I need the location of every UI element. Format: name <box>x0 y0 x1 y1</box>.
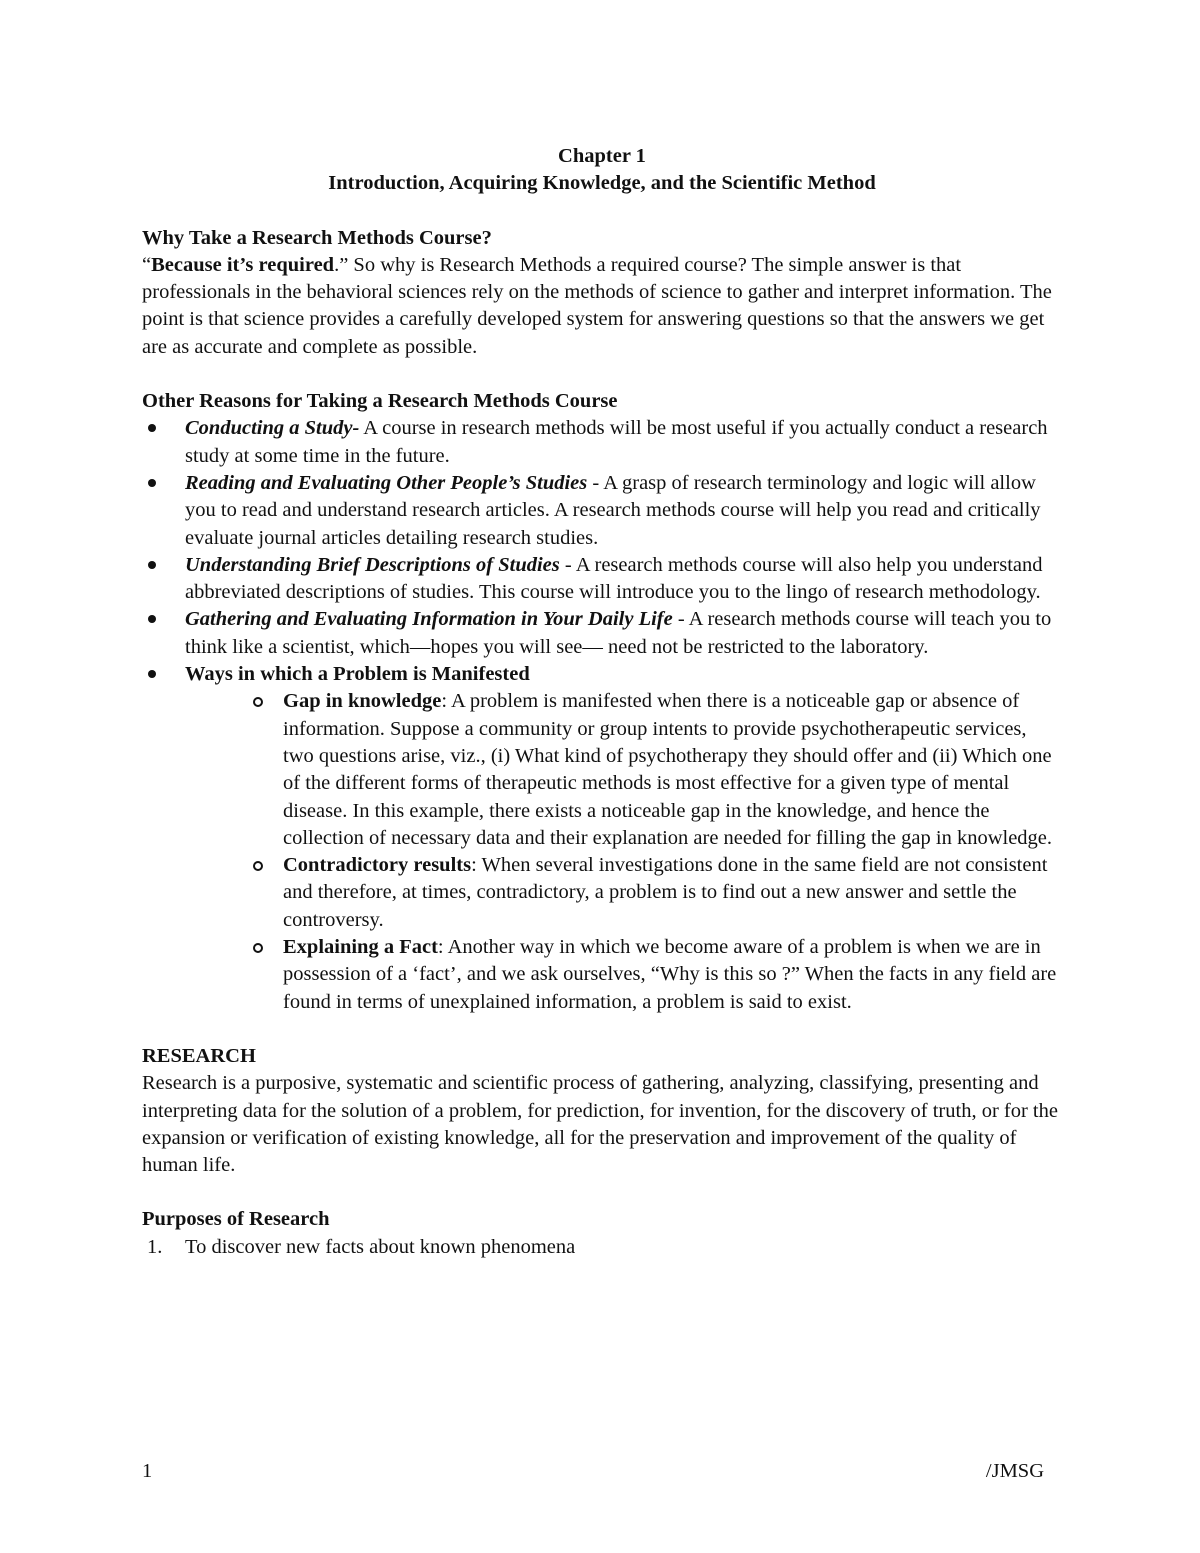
document-content <box>142 143 1062 1261</box>
reason-text: - A research methods course will teach you to think like a scientist, which—hopes you will see— need not be restricted to the laboratory. <box>185 608 1052 658</box>
manifest-term: Contradictory results <box>283 854 472 877</box>
reason-text: - A grasp of research terminology and logic will allow you to read and understand research articles. A research methods course will help you read and critically evaluate journal articles detailing research studies. <box>185 471 1041 549</box>
reason-term: Gathering and Evaluating Information in Your Daily Life <box>185 608 673 631</box>
purpose-item <box>142 1234 1062 1261</box>
manifest-list <box>185 688 1062 1016</box>
bullet-icon <box>148 670 156 678</box>
manifest-term: Explaining a Fact <box>283 936 438 959</box>
manifest-heading: Ways in which a Problem is Manifested <box>185 663 530 686</box>
bullet-icon <box>148 479 156 487</box>
chapter-number: Chapter 1 <box>558 145 646 167</box>
reason-item <box>142 606 1062 661</box>
bullet-icon <box>148 561 156 569</box>
manifest-text: : When several investigations done in the same field are not consistent and therefore, at times, contradictory, a problem is to find out a new answer and settle the controversy. <box>283 854 1048 931</box>
why-text: .” So why is Research Methods a required course? The simple answer is that professionals in the behavioral sciences rely on the methods of science to gather and interpret information. The point is that science provides a carefully developed system for answering questions so that the answers we get are as accurate and complete as possible. <box>142 253 1052 358</box>
manifest-subitem <box>142 934 1062 1016</box>
chapter-title: Introduction, Acquiring Knowledge, and the Scientific Method <box>328 172 876 195</box>
reason-term: Conducting a Study- <box>185 417 360 440</box>
page-footer <box>142 1458 1044 1485</box>
manifest-text: : A problem is manifested when there is a noticeable gap or absence of information. Suppose a community or group intents to provide psychotherapeutic services, two questions arise, viz., (i) What kind of psychotherapy they should offer and (ii) Which one of the different forms of therapeutic methods is most effective for a given type of mental disease. In this example, there exists a noticeable gap in the knowledge, and hence the collection of necessary data and their explanation are needed for filling the gap in knowledge. <box>283 690 1053 849</box>
page-number: 1 <box>142 1460 153 1482</box>
research-paragraph: Research is a purposive, systematic and scientific process of gathering, analyzing, classifying, presenting and interpreting data for the solution of a problem, for prediction, for invention, for the discovery of truth, or for the expansion or verification of existing knowledge, all for the preservation and improvement of the quality of human life. <box>142 1072 1058 1177</box>
circle-bullet-icon <box>253 697 263 707</box>
circle-bullet-icon <box>253 943 263 953</box>
manifest-subitem <box>142 688 1062 852</box>
bullet-icon <box>148 424 156 432</box>
manifest-term: Gap in knowledge <box>283 690 442 713</box>
because-phrase: Because it’s required <box>151 253 335 276</box>
purpose-number: 1. <box>147 1235 163 1258</box>
purposes-list <box>142 1234 1062 1261</box>
research-heading: RESEARCH <box>142 1044 256 1067</box>
reason-text: A course in research methods will be most useful if you actually conduct a research study at some time in the future. <box>185 417 1048 467</box>
reason-term: Reading and Evaluating Other People’s Studies <box>185 471 588 494</box>
reason-text: - A research methods course will also help you understand abbreviated descriptions of studies. This course will introduce you to the lingo of research methodology. <box>185 553 1043 604</box>
reason-term: Understanding Brief Descriptions of Studies <box>185 553 560 576</box>
reasons-list <box>142 415 1062 1016</box>
circle-bullet-icon <box>253 861 263 871</box>
bullet-icon <box>148 615 156 623</box>
manifest-text: : Another way in which we become aware of a problem is when we are in possession of a ‘fact’, and we ask ourselves, “Why is this so ?” When the facts in any field are found in terms of unexplained information, a problem is said to exist. <box>283 936 1057 1013</box>
reason-item <box>142 470 1062 552</box>
reason-item <box>142 552 1062 607</box>
purposes-heading: Purposes of Research <box>142 1208 330 1231</box>
reason-item <box>142 415 1062 470</box>
reasons-heading: Other Reasons for Taking a Research Methods Course <box>142 390 618 413</box>
purpose-text: To discover new facts about known phenomena <box>185 1235 576 1258</box>
manifest-item <box>142 661 1062 1016</box>
author-initials: /JMSG <box>985 1460 1044 1482</box>
why-heading: Why Take a Research Methods Course? <box>142 226 492 249</box>
open-quote: “ <box>142 253 152 276</box>
why-paragraph <box>142 252 1062 361</box>
manifest-subitem <box>142 852 1062 934</box>
